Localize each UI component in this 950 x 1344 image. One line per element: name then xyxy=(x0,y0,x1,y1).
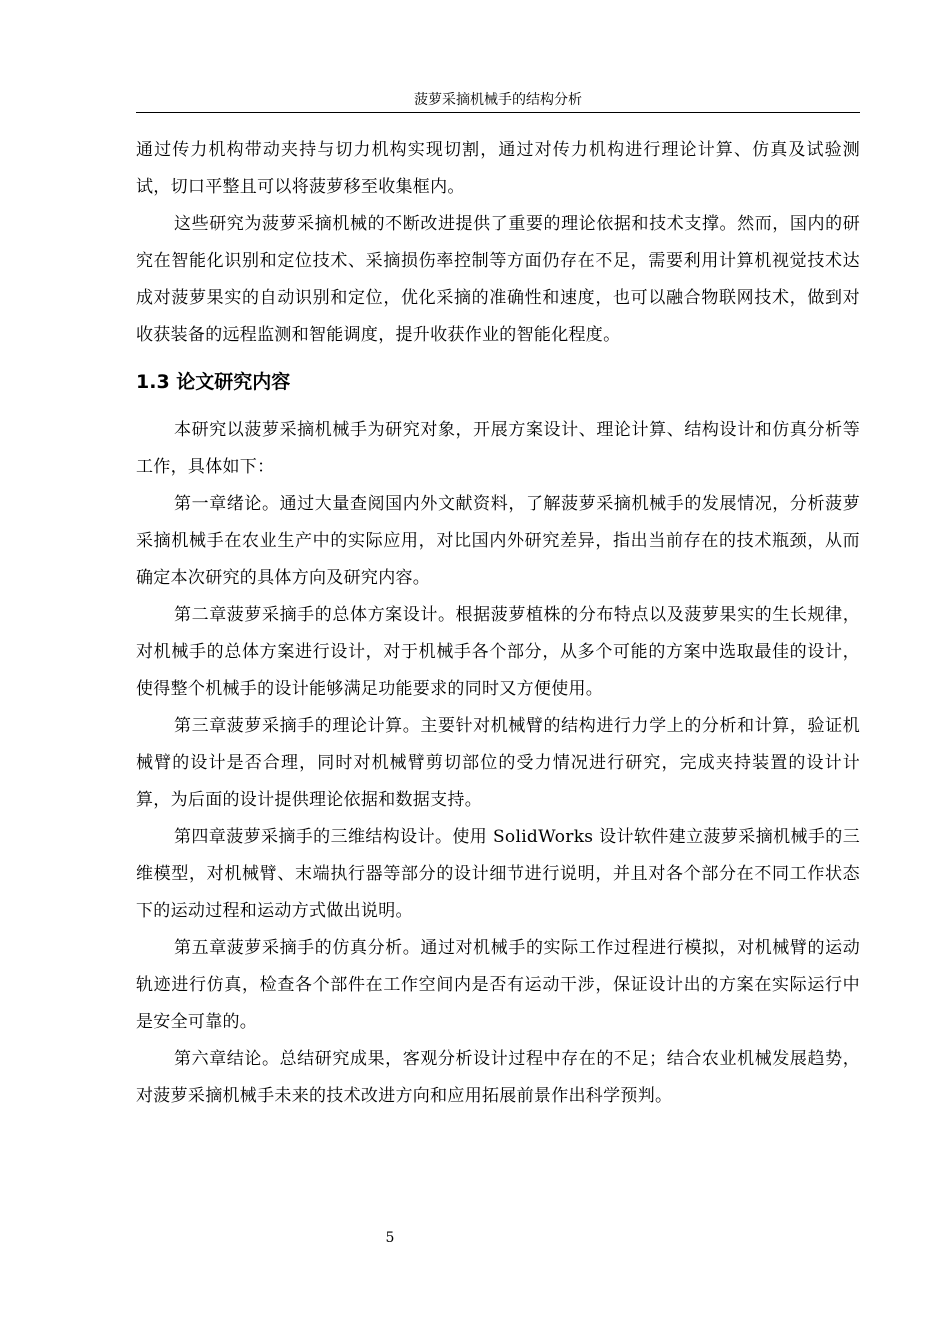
paragraph-chapter-5: 第五章菠萝采摘手的仿真分析。通过对机械手的实际工作过程进行模拟，对机械臂的运动轨迹进行仿真，检查各个部件在工作空间内是否有运动干涉，保证设计出的方案在实际运行中是安全可靠的。 xyxy=(136,938,860,1032)
paragraph-chapter-2: 第二章菠萝采摘手的总体方案设计。根据菠萝植株的分布特点以及菠萝果实的生长规律，对机械手的总体方案进行设计，对于机械手各个部分，从多个可能的方案中选取最佳的设计，使得整个机械手的设计能够满足功能要求的同时又方便使用。 xyxy=(136,605,860,699)
paragraph-chapter-6: 第六章结论。总结研究成果，客观分析设计过程中存在的不足；结合农业机械发展趋势，对菠萝采摘机械手未来的技术改进方向和应用拓展前景作出科学预判。 xyxy=(136,1049,860,1106)
paragraph-chapter-1: 第一章绪论。通过大量查阅国内外文献资料，了解菠萝采摘机械手的发展情况，分析菠萝采摘机械手在农业生产中的实际应用，对比国内外研究差异，指出当前存在的技术瓶颈，从而确定本次研究的具体方向及研究内容。 xyxy=(136,494,860,588)
paragraph-chapter-3: 第三章菠萝采摘手的理论计算。主要针对机械臂的结构进行力学上的分析和计算，验证机械臂的设计是否合理，同时对机械臂剪切部位的受力情况进行研究，完成夹持装置的设计计算，为后面的设计提供理论依据和数据支持。 xyxy=(136,716,860,810)
running-header: 菠萝采摘机械手的结构分析 xyxy=(414,92,582,108)
page-number: 5 xyxy=(385,1230,395,1246)
document-body xyxy=(136,132,860,1115)
header-divider xyxy=(136,112,860,113)
paragraph-research-support: 这些研究为菠萝采摘机械的不断改进提供了重要的理论依据和技术支撑。然而，国内的研究在智能化识别和定位技术、采摘损伤率控制等方面仍存在不足，需要利用计算机视觉技术达成对菠萝果实的自动识别和定位，优化采摘的准确性和速度，也可以融合物联网技术，做到对收获装备的远程监测和智能调度，提升收获作业的智能化程度。 xyxy=(136,214,860,345)
section-heading: 1.3 论文研究内容 xyxy=(136,371,291,393)
paragraph-research-overview: 本研究以菠萝采摘机械手为研究对象，开展方案设计、理论计算、结构设计和仿真分析等工作，具体如下： xyxy=(136,420,860,477)
paragraph-continuation: 通过传力机构带动夹持与切力机构实现切割，通过对传力机构进行理论计算、仿真及试验测试，切口平整且可以将菠萝移至收集框内。 xyxy=(136,140,860,197)
paragraph-chapter-4: 第四章菠萝采摘手的三维结构设计。使用 SolidWorks 设计软件建立菠萝采摘机械手的三维模型，对机械臂、末端执行器等部分的设计细节进行说明，并且对各个部分在不同工作状态下的运动过程和运动方式做出说明。 xyxy=(136,827,860,921)
